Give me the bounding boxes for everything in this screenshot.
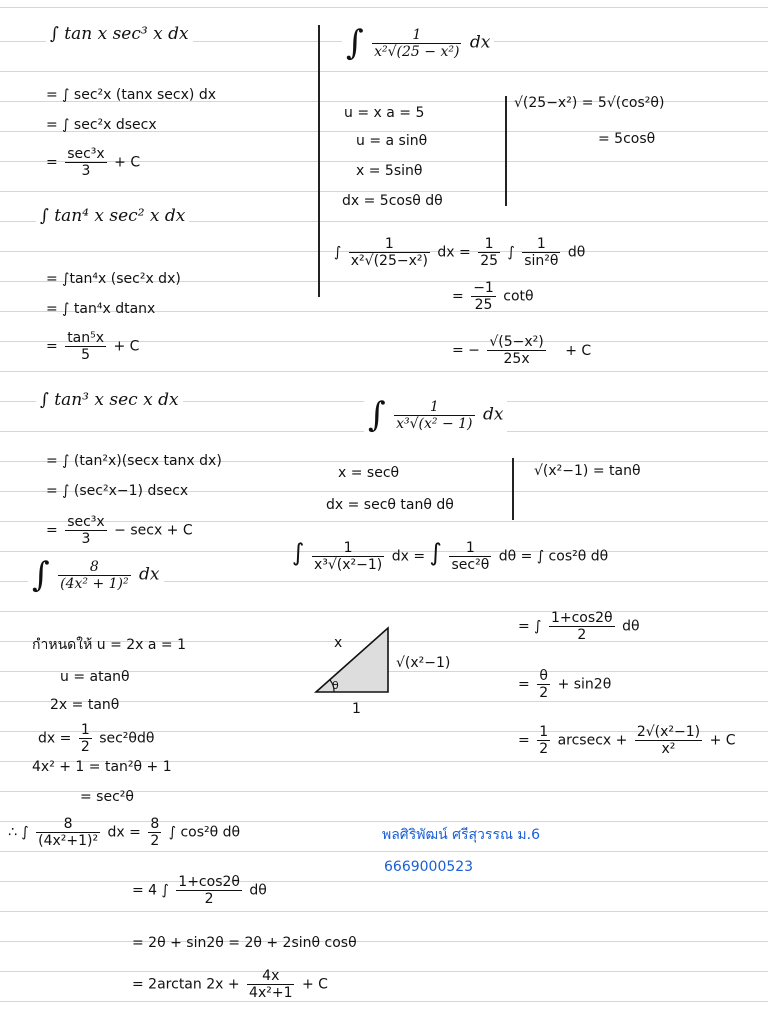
- problem3-line2: = ∫ (sec²x−1) dsecx: [46, 483, 189, 499]
- problem4-line8: = 4 ∫ $\frac{1+\cos 2\theta}{2}$ dθ: [132, 874, 267, 907]
- problem2-line1: = ∫tan⁴x (sec²x dx): [46, 271, 181, 287]
- problem3-fraction: $\frac{\text{sec³x}}{3}$: [67, 514, 105, 547]
- triangle-adjacent-label: 1: [352, 701, 361, 717]
- problem4-line7-coef: $\frac{8}{2}$: [150, 816, 160, 849]
- problem5-step3: = − $\frac{\text{√(5−x²)}}{25x}$ + C: [452, 334, 592, 367]
- problem6-step4: = $\frac{1}{2}$ arcsecx + $\frac{\text{2√(x²−1)}}{\text{x²}}$ + C: [518, 724, 736, 757]
- problem4-line6: = sec²θ: [80, 789, 134, 805]
- problem6-sub1: x = secθ: [338, 465, 400, 481]
- problem6-root: √(x²−1) = tanθ: [534, 463, 641, 479]
- problem4-half-fraction: $\frac{1}{2}$: [80, 722, 90, 755]
- problem4-line5: 4x² + 1 = tan²θ + 1: [32, 759, 172, 775]
- problem4-header: ∫ $\frac{8}{\text{(4x² + 1)²}}$ dx: [28, 556, 164, 594]
- problem5-sub1: u = x a = 5: [344, 105, 425, 121]
- problem6-step4-half: $\frac{1}{2}$: [539, 724, 549, 757]
- vertical-divider-main: [318, 25, 320, 297]
- student-id: 6669000523: [384, 859, 474, 875]
- problem5-step2-fraction: $\frac{-1}{25}$: [473, 280, 494, 313]
- problem1-fraction: $\frac{\text{sec³x}}{3}$: [67, 146, 105, 179]
- problem6-step1-integrand: $\frac{1}{\text{x³√(x²−1)}}$: [313, 540, 383, 573]
- problem2-line2: = ∫ tan⁴x dtanx: [46, 301, 156, 317]
- student-name: พลศิริพัฒน์ ศรีสุวรรณ ม.6: [382, 827, 540, 843]
- problem4-line1: กำหนดให้ u = 2x a = 1: [32, 637, 187, 653]
- problem5-step1-integrand: $\frac{1}{\text{x²√(25−x²)}}$: [350, 236, 428, 269]
- problem3-header: ∫ tan³ x sec x dx: [36, 390, 183, 411]
- vertical-divider-sub2: [512, 458, 514, 520]
- problem6-step3: = $\frac{\theta}{2}$ + sin2θ: [518, 668, 612, 701]
- problem5-sub2: u = a sinθ: [356, 133, 428, 149]
- triangle-angle-label: θ: [332, 679, 339, 692]
- problem1-line2: = ∫ sec²x dsecx: [46, 117, 157, 133]
- problem5-root2: = 5cosθ: [598, 131, 656, 147]
- problem4-header-fraction: $\frac{8}{\text{(4x² + 1)²}}$: [60, 558, 129, 592]
- problem6-step3-fraction: $\frac{\theta}{2}$: [539, 668, 549, 701]
- problem5-step3-fraction: $\frac{\text{√(5−x²)}}{25x}$: [489, 334, 544, 367]
- problem5-sub3: x = 5sinθ: [356, 163, 423, 179]
- vertical-divider-sub1: [505, 96, 507, 206]
- problem6-sub2: dx = secθ tanθ dθ: [326, 497, 454, 513]
- problem4-line4: dx = $\frac{1}{2}$ sec²θdθ: [38, 722, 155, 755]
- problem1-header: ∫ tan x sec³ x dx: [46, 24, 193, 45]
- problem5-root1: √(25−x²) = 5√(cos²θ): [514, 95, 665, 111]
- problem4-line3: 2x = tanθ: [50, 697, 120, 713]
- problem6-step2-fraction: $\frac{1+\cos 2\theta}{2}$: [550, 610, 613, 643]
- problem4-line8-fraction: $\frac{1+\cos 2\theta}{2}$: [178, 874, 240, 907]
- problem5-step2: = $\frac{-1}{25}$ cotθ: [452, 280, 534, 313]
- problem2-line3: = $\frac{\text{tan⁵x}}{5}$ + C: [46, 330, 140, 363]
- problem5-header-fraction: $\frac{1}{\text{x²√(25 − x²)}}$: [374, 26, 460, 60]
- problem4-line7: ∴ ∫ $\frac{8}{\text{(4x²+1)²}}$ dx = $\frac{8}{2}$ ∫ cos²θ dθ: [8, 816, 241, 849]
- problem2-header: ∫ tan⁴ x sec² x dx: [36, 206, 189, 227]
- problem1-line3: = $\frac{\text{sec³x}}{3}$ + C: [46, 146, 141, 179]
- problem1-line1: = ∫ sec²x (tanx secx) dx: [46, 87, 216, 103]
- problem6-step4-fraction: $\frac{\text{2√(x²−1)}}{\text{x²}}$: [636, 724, 701, 757]
- problem3-line3: = $\frac{\text{sec³x}}{3}$ − secx + C: [46, 514, 193, 547]
- triangle-opposite-label: √(x²−1): [396, 655, 451, 671]
- problem6-step1-sec: $\frac{1}{\text{sec²θ}}$: [451, 540, 490, 573]
- problem5-step1: ∫ $\frac{1}{\text{x²√(25−x²)}}$ dx = $\frac{1}{25}$ ∫ $\frac{1}{\text{sin²θ}}$ dθ: [334, 236, 586, 269]
- problem5-sub4: dx = 5cosθ dθ: [342, 193, 443, 209]
- problem5-step1-coef: $\frac{1}{25}$: [480, 236, 499, 269]
- problem4-line10-fraction: $\frac{4x}{\text{4x²+1}}$: [249, 968, 293, 1001]
- problem5-step1-sin: $\frac{1}{\text{sin²θ}}$: [524, 236, 559, 269]
- problem4-line2: u = atanθ: [60, 669, 130, 685]
- problem6-header-fraction: $\frac{1}{\text{x³√(x² − 1)}}$: [396, 398, 473, 432]
- problem4-line9: = 2θ + sin2θ = 2θ + 2sinθ cosθ: [132, 935, 357, 951]
- problem4-line10: = 2arctan 2x + $\frac{4x}{\text{4x²+1}}$ + C: [132, 968, 328, 1001]
- problem3-line1: = ∫ (tan²x)(secx tanx dx): [46, 453, 222, 469]
- problem6-header: ∫ $\frac{1}{\text{x³√(x² − 1)}}$ dx: [364, 396, 507, 434]
- problem6-step1: ∫ $\frac{1}{\text{x³√(x²−1)}}$ dx = ∫ $\frac{1}{\text{sec²θ}}$ dθ = ∫ cos²θ dθ: [292, 538, 609, 573]
- problem5-header: ∫ $\frac{1}{\text{x²√(25 − x²)}}$ dx: [342, 24, 494, 62]
- problem6-step2: = ∫ $\frac{1+\cos 2\theta}{2}$ dθ: [518, 610, 640, 643]
- triangle-hypotenuse-label: x: [334, 635, 343, 651]
- problem2-fraction: $\frac{\text{tan⁵x}}{5}$: [67, 330, 105, 363]
- problem4-line7-fraction: $\frac{8}{\text{(4x²+1)²}}$: [38, 816, 99, 849]
